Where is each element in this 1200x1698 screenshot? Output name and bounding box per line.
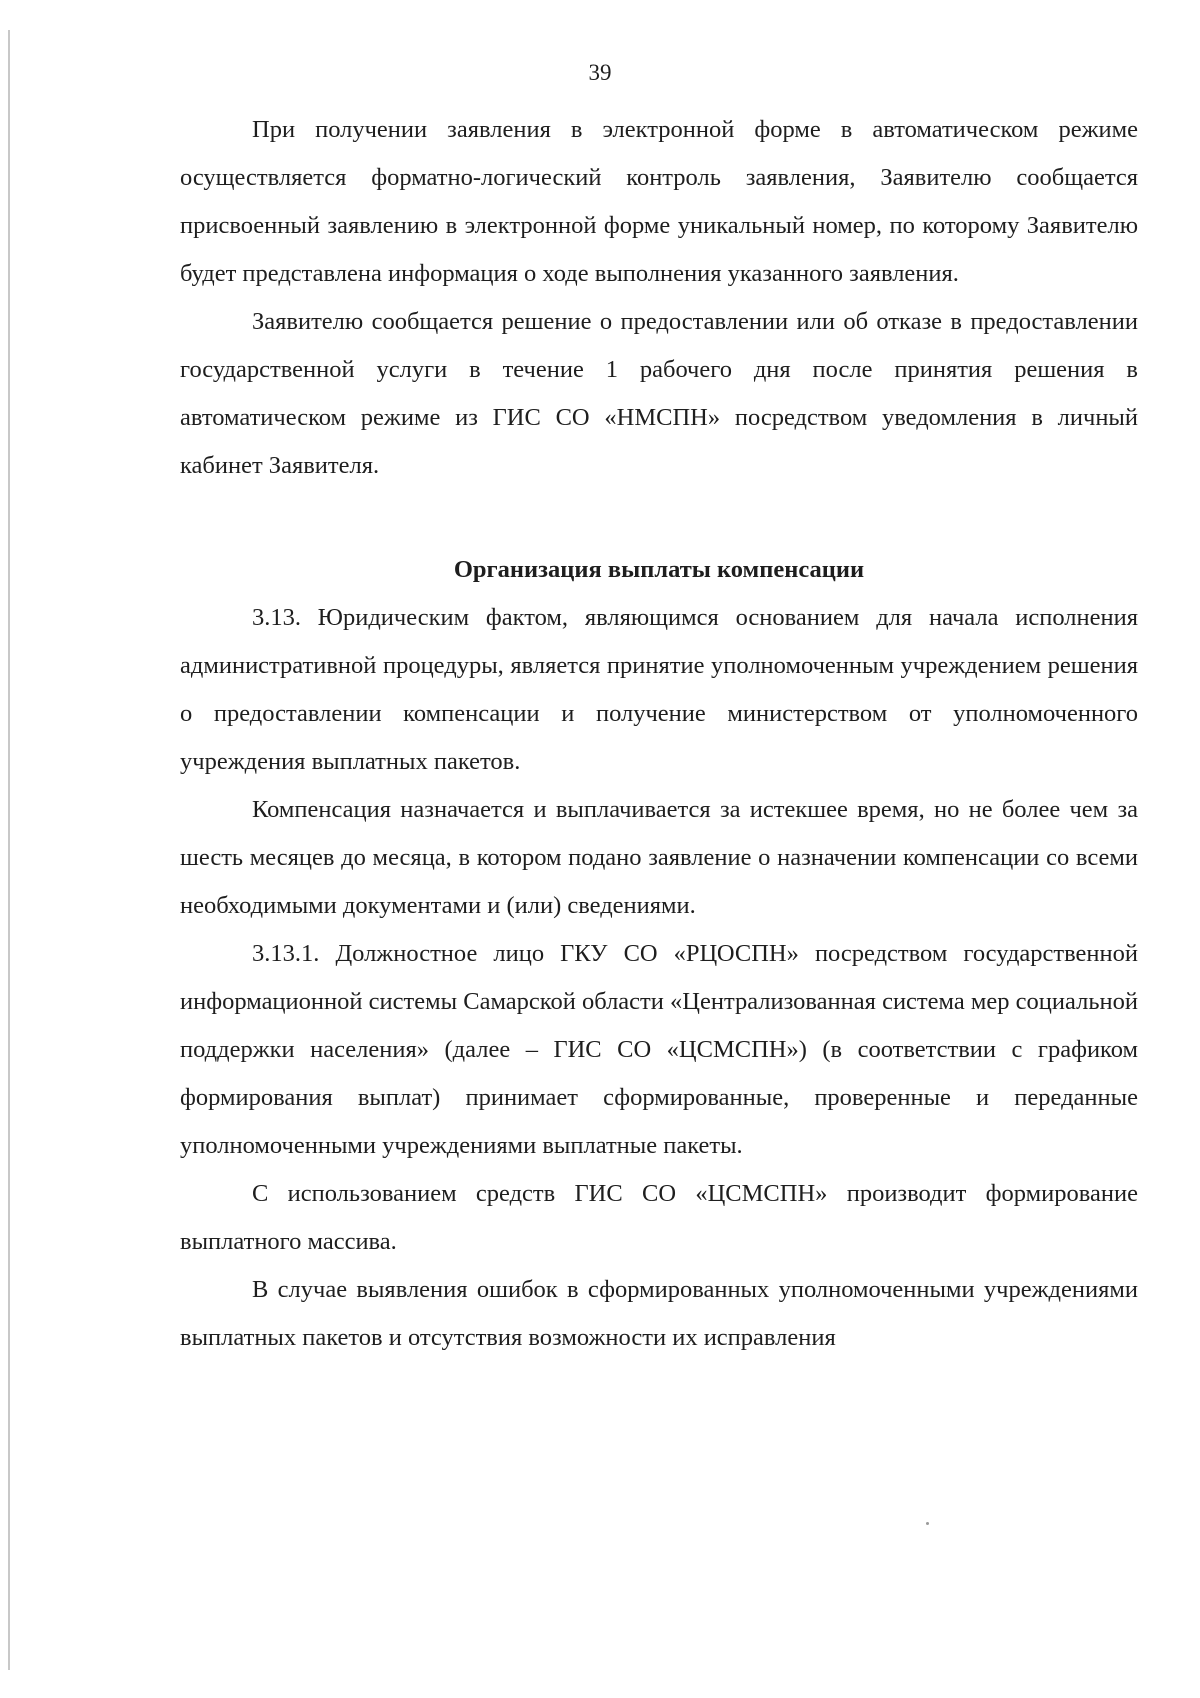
document-body [180, 106, 1138, 1362]
paragraph-3-13-1: 3.13.1. Должностное лицо ГКУ СО «РЦОСПН» посредством государственной информационной системы Самарской области «Централизованная система мер социальной поддержки населения» (далее – ГИС СО «ЦСМСПН») (в соответствии с графиком формирования выплат) принимает сформированные, проверенные и переданные уполномоченными учреждениями выплатные пакеты. [180, 940, 1138, 1159]
paragraph-3-13: 3.13. Юридическим фактом, являющимся основанием для начала исполнения административной процедуры, является принятие уполномоченным учреждением решения о предоставлении компенсации и получение министерством от уполномоченного учреждения выплатных пакетов. [180, 604, 1138, 775]
page-number: 39 [588, 60, 612, 85]
section-heading: Организация выплаты компенсации [453, 556, 865, 583]
paragraph-compensation-period: Компенсация назначается и выплачивается за истекшее время, но не более чем за шесть месяцев до месяца, в котором подано заявление о назначении компенсации со всеми необходимыми документами и (или) сведениями. [180, 796, 1138, 919]
scan-speck [926, 1522, 929, 1525]
paragraph-electronic-application: При получении заявления в электронной форме в автоматическом режиме осуществляется форматно-логический контроль заявления, Заявителю сообщается присвоенный заявлению в электронной форме уникальный номер, по которому Заявителю будет представлена информация о ходе выполнения указанного заявления. [180, 116, 1138, 287]
paragraph-decision-notification: Заявителю сообщается решение о предоставлении или об отказе в предоставлении государственной услуги в течение 1 рабочего дня после принятия решения в автоматическом режиме из ГИС СО «НМСПН» посредством уведомления в личный кабинет Заявителя. [180, 308, 1138, 479]
scan-left-edge [8, 30, 10, 1670]
paragraph-payment-array: С использованием средств ГИС СО «ЦСМСПН» производит формирование выплатного массива. [180, 1180, 1138, 1255]
paragraph-errors: В случае выявления ошибок в сформированных уполномоченными учреждениями выплатных пакетов и отсутствия возможности их исправления [180, 1276, 1138, 1351]
